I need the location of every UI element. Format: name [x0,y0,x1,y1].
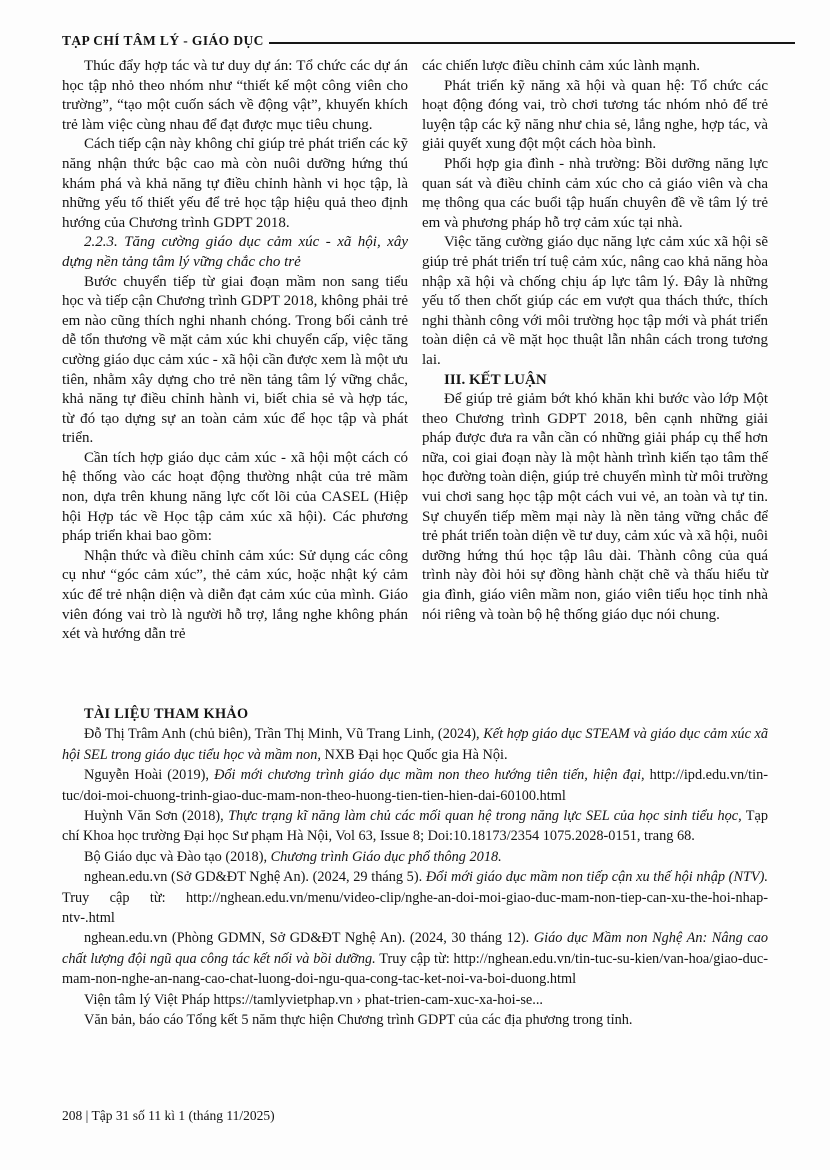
reference-item [62,847,768,867]
reference-text: Văn bản, báo cáo Tổng kết 5 năm thực hiện Chương trình GDPT của các địa phương trong tỉnh. [84,1012,633,1029]
reference-text: Đỗ Thị Trâm Anh (chủ biên), Trần Thị Minh, Vũ Trang Linh, (2024), [84,726,484,743]
paragraph: Để giúp trẻ giảm bớt khó khăn khi bước vào lớp Một theo Chương trình GDPT 2018, bên cạnh những giải pháp được đưa ra vẫn cần có những giải pháp cụ thể hơn nữa, coi giai đoạn này là một hành trình kiến tạo tâm thế học đường toàn diện, giúp trẻ chuyển mình từ môi trường vui chơi sang học tập một cách vui vẻ, an toàn và tự tin. Sự chuyển tiếp mềm mại này là nền tảng vững chắc để trẻ phát triển toàn diện về tư duy, cảm xúc và xã hội, nuôi dưỡng hứng thú học tập lâu dài. Thành công của quá trình này đòi hỏi sự đồng hành chặt chẽ và thấu hiểu từ gia đình, giáo viên mầm non, giáo viên tiểu học tỉnh nhà nói riêng và toàn bộ hệ thống giáo dục nói chung. [422,391,768,623]
reference-title: Giáo dục Mầm non Nghệ An: Nâng cao chất lượng đội ngũ qua công tác kết nối và bồi dưỡng. [62,930,768,967]
left-column [62,57,408,645]
reference-item [62,928,768,989]
reference-item [62,867,768,928]
reference-link: Truy cập từ: http://nghean.edu.vn/tin-tuc-su-kien/van-hoa/giao-duc-mam-non-nghe-an-nang-cao-chat-luong-doi-ngu-qua-cong-tac-ket-noi-va-boi-duong.html [62,950,768,988]
reference-title: Đổi mới giáo dục mầm non tiếp cận xu thế hội nhập (NTV). [425,869,768,886]
paragraph: Phối hợp gia đình - nhà trường: Bồi dưỡng năng lực quan sát và điều chỉnh cảm xúc cho cả giáo viên và cha mẹ thông qua các buổi tập huấn chuyên đề về tâm lý trẻ em và phương pháp hỗ trợ cảm xúc tại nhà. [422,155,768,231]
reference-text: NXB Đại học Quốc gia Hà Nội. [320,746,508,763]
references-section [62,704,768,1031]
paragraph: Bước chuyển tiếp từ giai đoạn mầm non sang tiểu học và tiếp cận Chương trình GDPT 2018, không phải trẻ em nào cũng thích nghi nhanh chóng. Trong bối cảnh trẻ dễ tổn thương về mặt cảm xúc khi chuyển cấp, việc tăng cường giáo dục cảm xúc - xã hội cần được xem là một ưu tiên, nhằm xây dựng cho trẻ nền tảng tâm lý vững chắc, khả năng tự điều chỉnh hành vi, biết chia sẻ và hợp tác, từ đó tạo dựng sự an toàn cảm xúc để học tập và phát triển. [62,273,408,447]
reference-text: nghean.edu.vn (Phòng GDMN, Sở GD&ĐT Nghệ An). (2024, 30 tháng 12). [84,930,534,947]
section-heading-2-2-3: 2.2.3. Tăng cường giáo dục cảm xúc - xã hội, xây dựng nền tảng tâm lý vững chắc cho trẻ [62,234,408,270]
paragraph: Cách tiếp cận này không chỉ giúp trẻ phát triển các kỹ năng nhận thức bậc cao mà còn nuôi dưỡng hứng thú khám phá và khả năng tự điều chỉnh hành vi học tập, là những yếu tố thiết yếu để trẻ học tập hiệu quả theo định hướng của Chương trình GDPT 2018. [62,136,408,231]
reference-link: Truy cập từ: http://nghean.edu.vn/menu/video-clip/nghe-an-doi-moi-giao-duc-mam-non-tiep-can-xu-the-hoi-nhap-ntv-.html [62,889,768,927]
reference-text: Nguyễn Hoài (2019), [84,767,215,784]
reference-item [62,724,768,765]
reference-title: Chương trình Giáo dục phổ thông 2018. [270,848,502,865]
paragraph: Cần tích hợp giáo dục cảm xúc - xã hội một cách có hệ thống vào các hoạt động thường nhật của trẻ mầm non, dựa trên khung năng lực cốt lõi của CASEL (Hiệp hội Hợp tác về Học tập cảm xúc xã hội). Các phương pháp triển khai bao gồm: [62,449,408,545]
reference-item [62,765,768,806]
reference-item [62,806,768,847]
reference-link: Viện tâm lý Việt Pháp https://tamlyvietphap.vn › phat-trien-cam-xuc-xa-hoi-se... [84,991,543,1008]
journal-title: TẠP CHÍ TÂM LÝ - GIÁO DỤC [62,33,264,48]
paragraph: Nhận thức và điều chỉnh cảm xúc: Sử dụng các công cụ như “góc cảm xúc”, thẻ cảm xúc, hoặc nhật ký cảm xúc để trẻ nhận diện và diễn đạt cảm xúc của mình. Giáo viên đóng vai trò là người hỗ trợ, lắng nghe không phán xét và hướng dẫn trẻ [62,547,408,643]
section-heading-conclusion: III. KẾT LUẬN [444,371,547,388]
reference-title: Thực trạng kĩ năng làm chủ các mối quan hệ trong năng lực SEL của học sinh tiểu học, [228,808,742,825]
right-column [422,57,768,645]
page-number-info: 208 | Tập 31 số 11 kì 1 (tháng 11/2025) [62,1108,275,1123]
reference-link: http://ipd.edu.vn/tin-tuc/doi-moi-chuong-trinh-giao-duc-mam-non-theo-huong-tien-tien-hien-dai-60100.html [62,767,769,804]
paragraph: Thúc đẩy hợp tác và tư duy dự án: Tổ chức các dự án học tập nhỏ theo nhóm như “thiết kế một công viên cho trường”, “tạo một cuốn sách về động vật”, khuyến khích trẻ làm việc cùng nhau để đạt được mục tiêu chung. [62,58,408,133]
paragraph-continuation: các chiến lược điều chỉnh cảm xúc lành mạnh. [422,58,701,74]
paragraph: Phát triển kỹ năng xã hội và quan hệ: Tổ chức các hoạt động đóng vai, trò chơi tương tác nhóm nhỏ để trẻ luyện tập các kỹ năng như chia sẻ, lắng nghe, hợp tác, và giải quyết xung đột một cách hòa bình. [422,77,768,153]
reference-item [62,990,768,1010]
header-rule [269,42,795,44]
page-footer [62,1108,275,1124]
reference-title: Kết hợp giáo dục STEAM và giáo dục cảm xúc xã hội SEL trong giáo dục tiểu học và mầm non, [62,726,769,763]
reference-text: Bộ Giáo dục và Đào tạo (2018), [84,848,271,865]
page-header [62,33,795,49]
paragraph: Việc tăng cường giáo dục năng lực cảm xúc xã hội sẽ giúp trẻ phát triển trí tuệ cảm xúc, nâng cao khả năng hòa nhập xã hội và chống chịu áp lực tâm lý. Đây là những yếu tố then chốt giúp các em vượt qua thách thức, thích nghi thành công với môi trường học tập mới và phát triển toàn diện cả về mặt học thuật lẫn nhân cách trong tương lai. [422,234,768,368]
references-heading: TÀI LIỆU THAM KHẢO [84,706,249,722]
reference-title: Đổi mới chương trình giáo dục mầm non theo hướng tiên tiến, hiện đại, [214,767,645,784]
article-body [62,57,768,645]
reference-text: Tạp chí Khoa học trường Đại học Sư phạm Hà Nội, Vol 63, Issue 8; Doi:10.18173/2354 1075.2028-0151, trang 68. [62,808,768,845]
reference-text: Huỳnh Văn Sơn (2018), [84,808,229,825]
reference-item [62,1010,768,1030]
reference-text: nghean.edu.vn (Sở GD&ĐT Nghệ An). (2024, 29 tháng 5). [84,869,426,886]
